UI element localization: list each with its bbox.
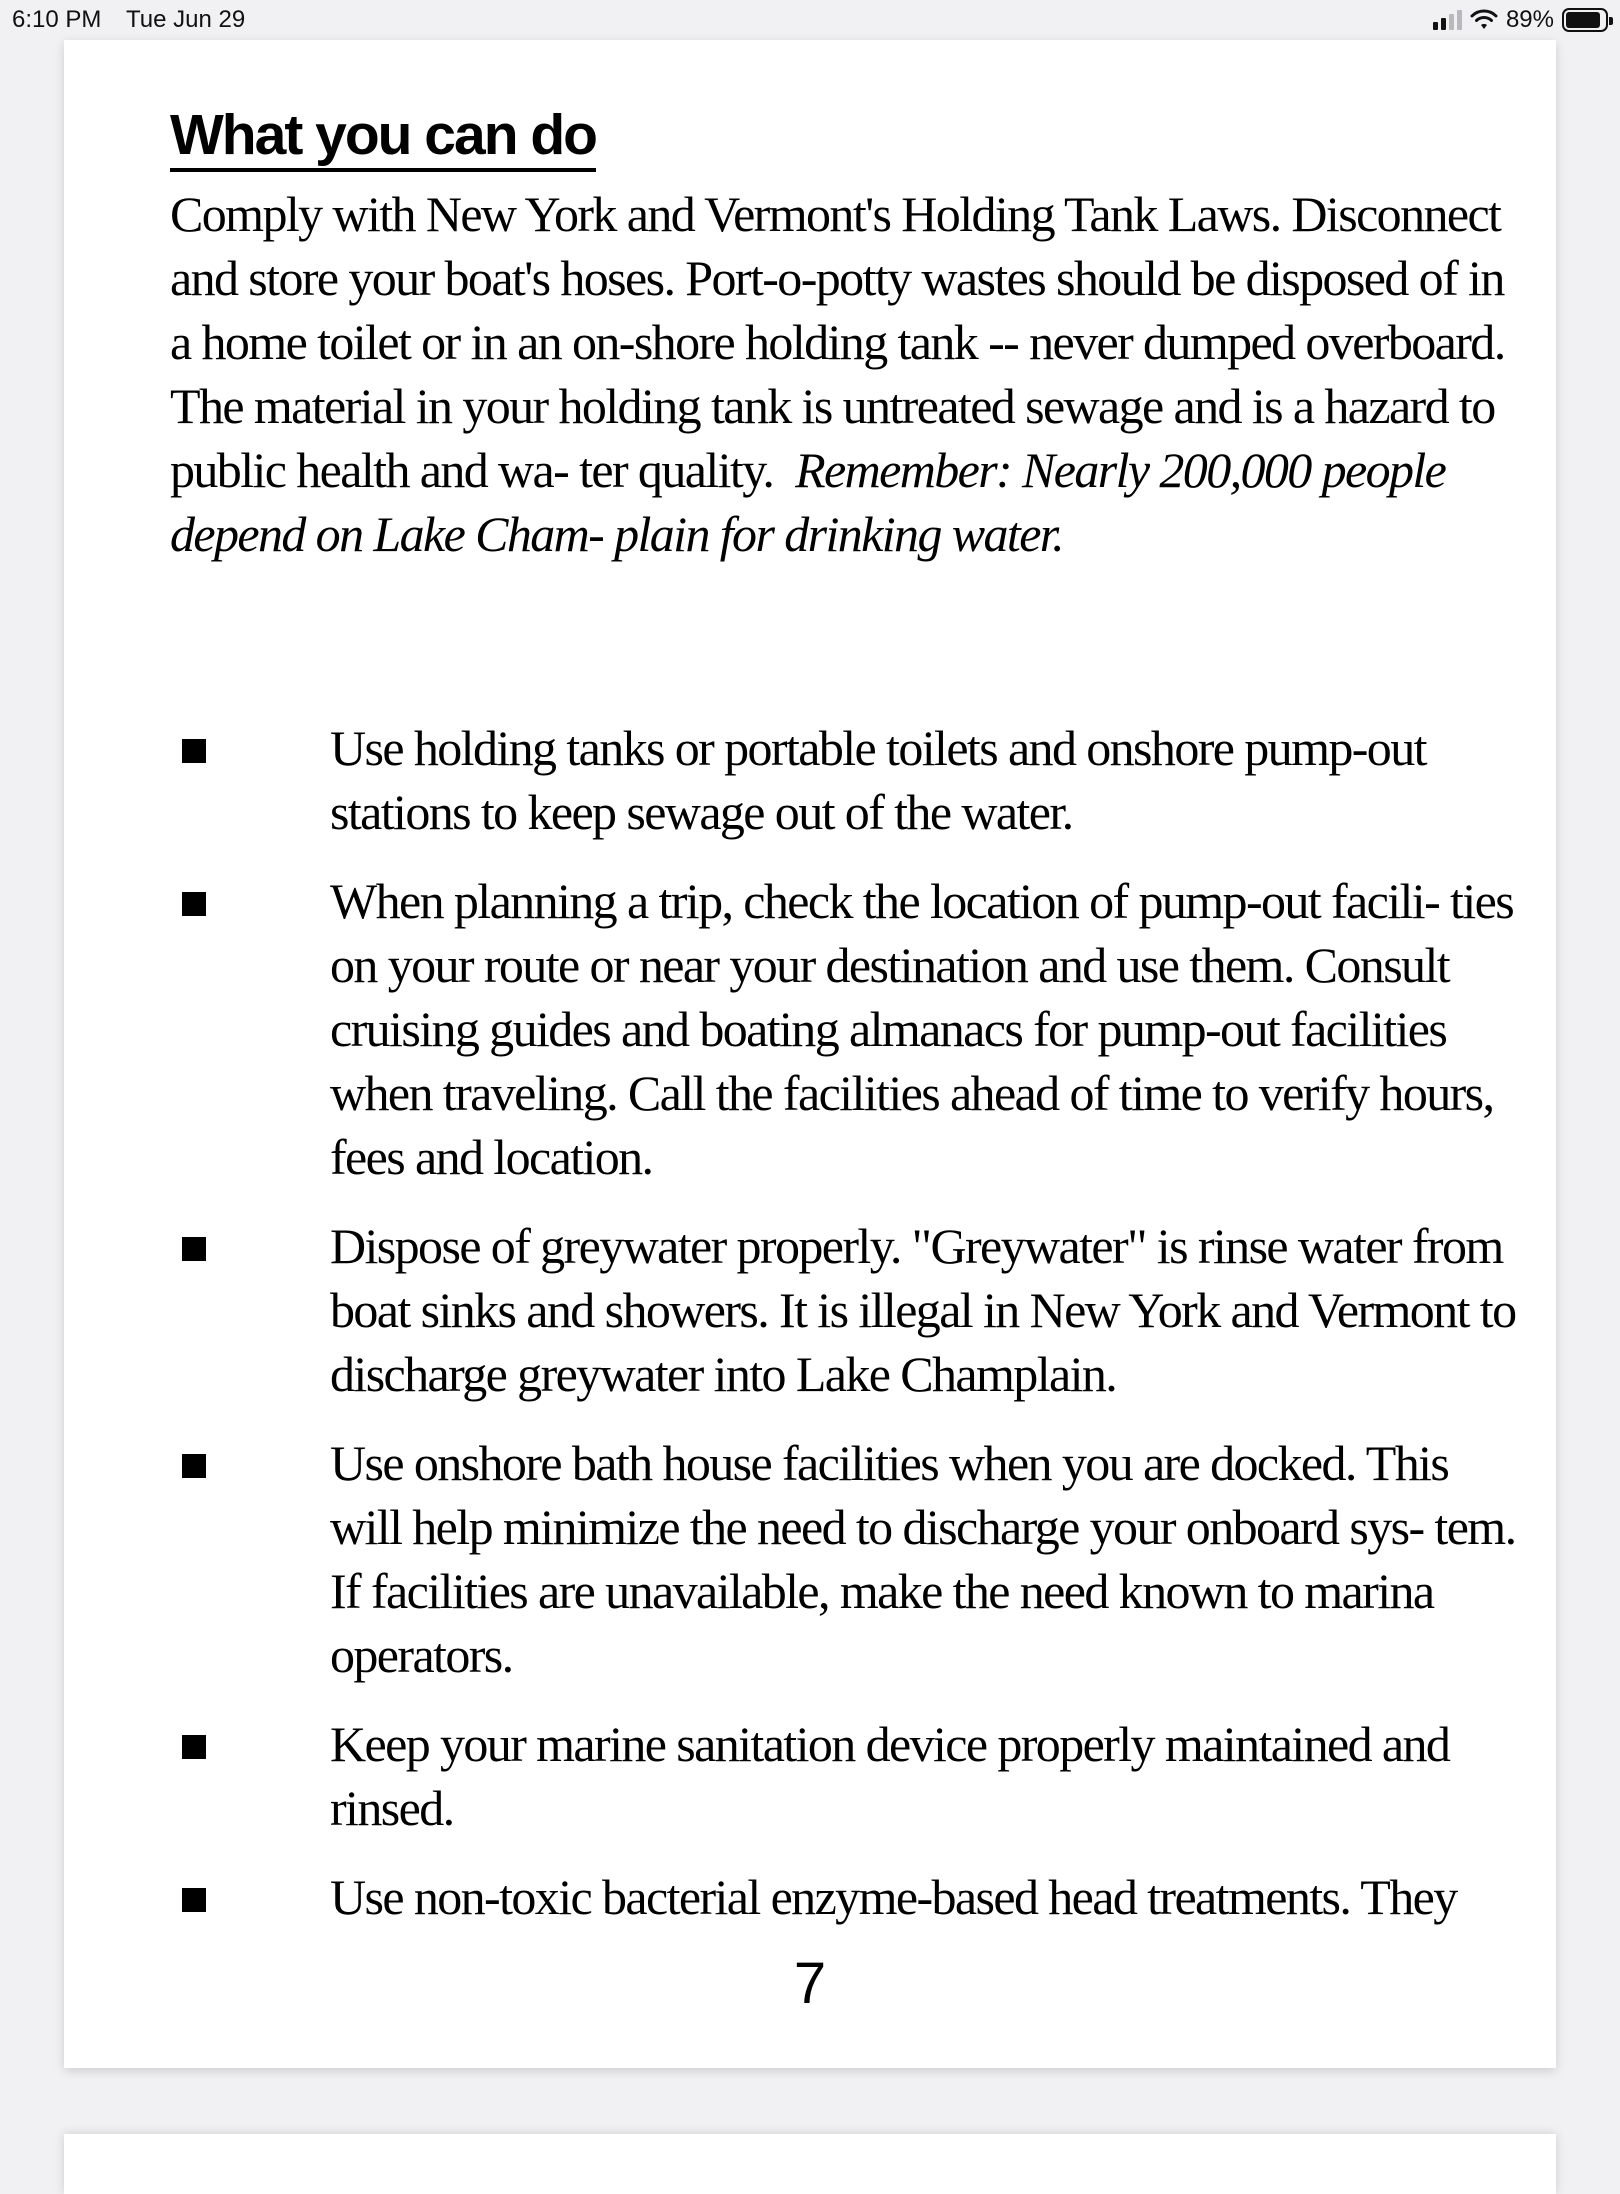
bullet-item — [170, 716, 1530, 844]
next-page-edge[interactable] — [64, 2134, 1556, 2194]
bullet-text: Use non-toxic bacterial enzyme-based head treatments. They — [330, 1869, 1457, 1925]
bullet-text: Use onshore bath house facilities when you are docked. This will help minimize the need to discharge your onboard sys- tem. If facilities are unavailable, make the need known to marina operators. — [330, 1435, 1516, 1683]
page-heading: What you can do — [170, 104, 596, 172]
signal-icon — [1433, 10, 1462, 30]
bullet-text: Use holding tanks or portable toilets and onshore pump-out stations to keep sewage out of the water. — [330, 720, 1426, 840]
wifi-icon — [1470, 9, 1498, 31]
intro-paragraph — [170, 182, 1510, 566]
bullet-text: Keep your marine sanitation device properly maintained and rinsed. — [330, 1716, 1450, 1836]
bullet-item — [170, 1214, 1530, 1406]
bullet-list — [170, 716, 1530, 1954]
square-bullet-icon — [182, 892, 206, 916]
bullet-text: Dispose of greywater properly. "Greywater" is rinse water from boat sinks and showers. It is illegal in New York and Vermont to discharge greywater into Lake Champlain. — [330, 1218, 1516, 1402]
battery-percent: 89% — [1505, 6, 1554, 33]
square-bullet-icon — [182, 1454, 206, 1478]
bullet-item — [170, 1431, 1530, 1687]
square-bullet-icon — [182, 1237, 206, 1261]
page-number: 7 — [793, 1951, 827, 2016]
intro-text: Comply with New York and Vermont's Holding Tank Laws. Disconnect and store your boat's hoses. Port-o-potty wastes should be disposed of in a home toilet or in an on-shore holding tank -- never dumped overboard. The material in your holding tank is untreated sewage and is a hazard to public health and wa- ter quality. — [170, 186, 1505, 498]
status-bar — [0, 0, 1620, 40]
square-bullet-icon — [182, 739, 206, 763]
intro-emphasis: Remember: Nearly 200,000 people depend on Lake Cham- plain for drinking water. — [170, 442, 1446, 562]
status-indicators — [1433, 6, 1608, 34]
document-page[interactable] — [64, 40, 1556, 2068]
bullet-item — [170, 1865, 1530, 1929]
square-bullet-icon — [182, 1888, 206, 1912]
battery-icon — [1562, 8, 1608, 32]
battery-fill — [1566, 12, 1600, 28]
bullet-item — [170, 869, 1530, 1189]
bullet-text: When planning a trip, check the location of pump-out facili- ties on your route or near your destination and use them. Consult cruising guides and boating almanacs for pump-out facilities when traveling. Call the facilities ahead of time to verify hours, fees and location. — [330, 873, 1514, 1185]
square-bullet-icon — [182, 1735, 206, 1759]
status-date: Tue Jun 29 — [126, 6, 246, 33]
bullet-item — [170, 1712, 1530, 1840]
status-time: 6:10 PM — [12, 6, 102, 33]
